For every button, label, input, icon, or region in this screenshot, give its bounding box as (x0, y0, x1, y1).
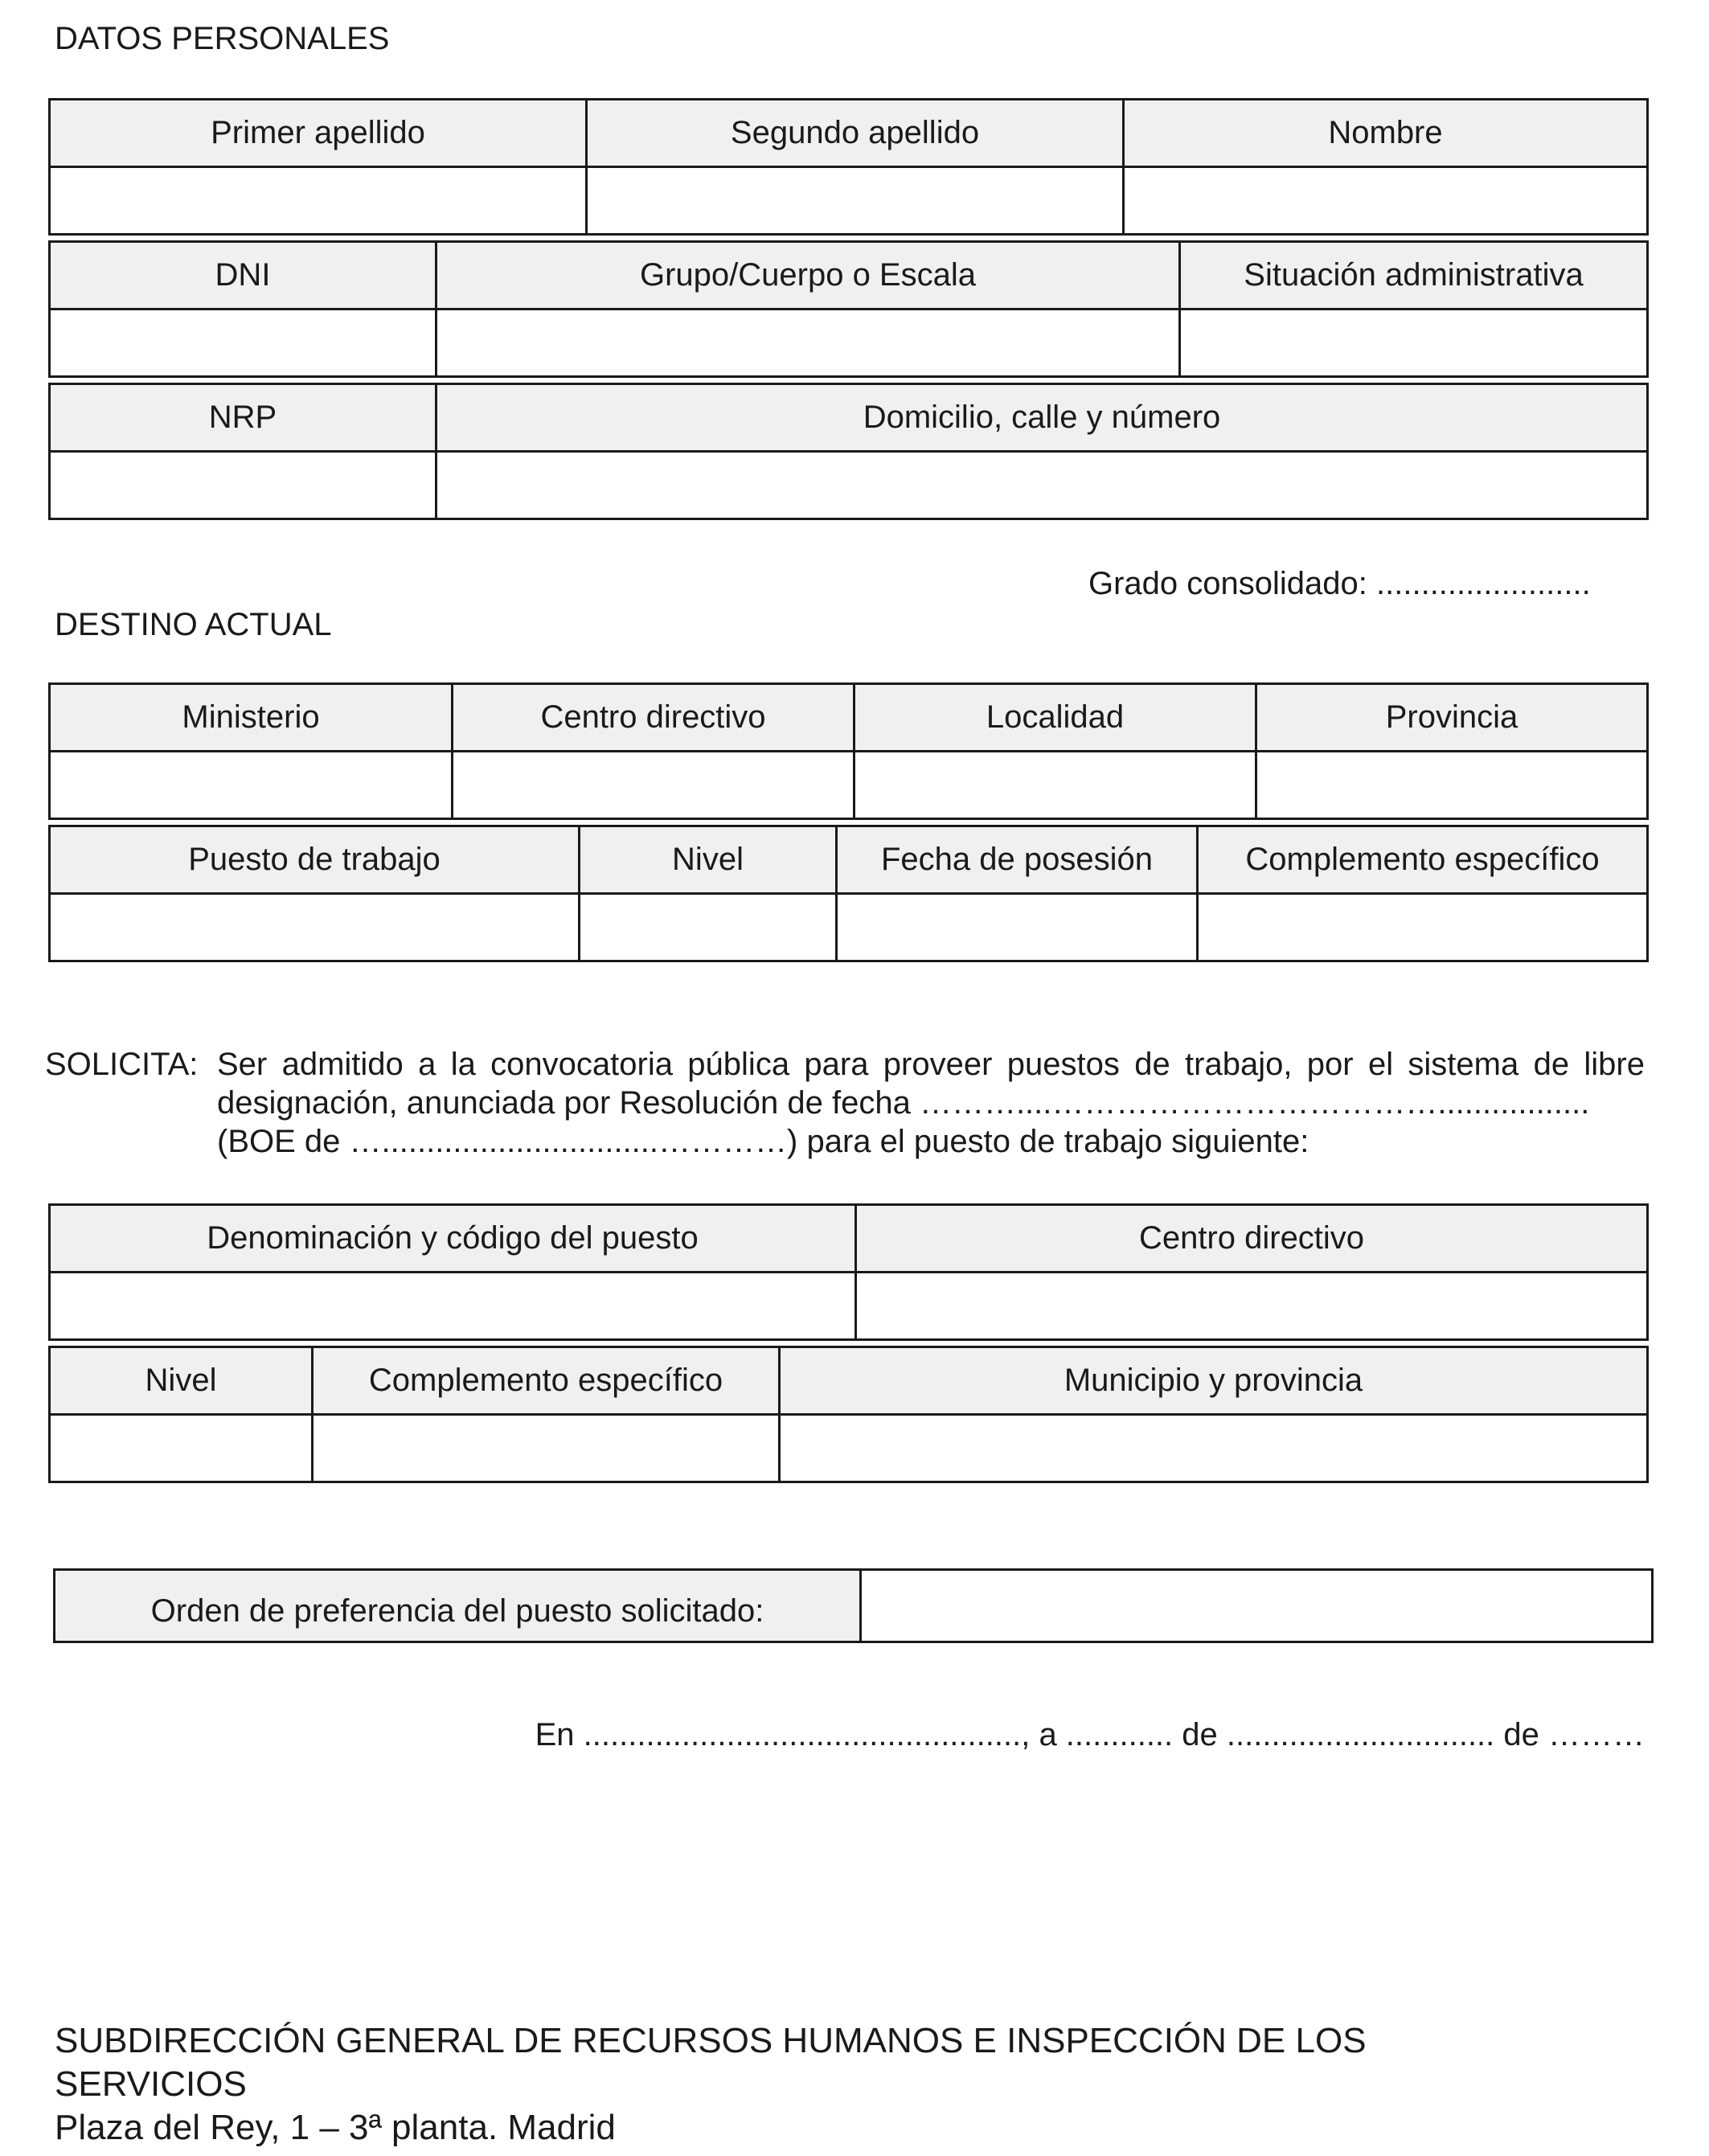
solicitado-nivel-label: Nivel (50, 1347, 313, 1415)
dni-field[interactable] (50, 309, 436, 377)
destino-table-row1 (48, 682, 1649, 820)
solicitado-centro-directivo-field[interactable] (856, 1273, 1648, 1340)
puesto-trabajo-field[interactable] (50, 894, 580, 961)
dni-label: DNI (50, 242, 436, 309)
municipio-provincia-field[interactable] (780, 1415, 1648, 1482)
primer-apellido-label: Primer apellido (50, 100, 587, 167)
orden-preferencia-label: Orden de preferencia del puesto solicitado: (55, 1570, 861, 1642)
nombre-field[interactable] (1124, 167, 1648, 235)
solicitado-complemento-field[interactable] (313, 1415, 780, 1482)
orden-preferencia-table (53, 1568, 1654, 1643)
centro-directivo-label: Centro directivo (453, 684, 854, 752)
personal-data-table-row3 (48, 383, 1649, 520)
fecha-posesion-field[interactable] (837, 894, 1198, 961)
footer-address (55, 2019, 1582, 2150)
complemento-especifico-label: Complemento específico (1198, 826, 1648, 894)
nombre-label: Nombre (1124, 100, 1648, 167)
footer-line-3: Plaza del Rey, 1 – 3ª planta. Madrid (55, 2108, 616, 2147)
personal-data-table-row2 (48, 240, 1649, 378)
complemento-especifico-field[interactable] (1198, 894, 1648, 961)
footer-line-2: SERVICIOS (55, 2064, 247, 2104)
provincia-label: Provincia (1256, 684, 1648, 752)
destino-table-row2 (48, 825, 1649, 962)
denominacion-field[interactable] (50, 1273, 856, 1340)
personal-data-table-row1 (48, 98, 1649, 236)
solicitado-nivel-field[interactable] (50, 1415, 313, 1482)
municipio-provincia-label: Municipio y provincia (780, 1347, 1648, 1415)
puesto-trabajo-label: Puesto de trabajo (50, 826, 580, 894)
denominacion-label: Denominación y código del puesto (50, 1205, 856, 1273)
situacion-label: Situación administrativa (1180, 242, 1648, 309)
solicitado-complemento-label: Complemento específico (313, 1347, 780, 1415)
provincia-field[interactable] (1256, 752, 1648, 819)
situacion-field[interactable] (1180, 309, 1648, 377)
primer-apellido-field[interactable] (50, 167, 587, 235)
section-title-datos-personales: DATOS PERSONALES (55, 21, 390, 56)
orden-preferencia-field[interactable] (861, 1570, 1653, 1642)
grupo-label: Grupo/Cuerpo o Escala (436, 242, 1180, 309)
solicitado-centro-directivo-label: Centro directivo (856, 1205, 1648, 1273)
fecha-lugar-line: En ................................................., a ............ de .............................. de ……… (535, 1717, 1645, 1752)
centro-directivo-field[interactable] (453, 752, 854, 819)
solicita-label: SOLICITA: (45, 1047, 199, 1082)
puesto-solicitado-table-row2 (48, 1346, 1649, 1483)
solicita-text (217, 1045, 1645, 1161)
footer-line-1: SUBDIRECCIÓN GENERAL DE RECURSOS HUMANOS E INSPECCIÓN DE LOS (55, 2021, 1367, 2060)
segundo-apellido-label: Segundo apellido (587, 100, 1124, 167)
section-title-destino-actual: DESTINO ACTUAL (55, 607, 332, 642)
localidad-field[interactable] (854, 752, 1256, 819)
segundo-apellido-field[interactable] (587, 167, 1124, 235)
ministerio-field[interactable] (50, 752, 453, 819)
solicita-line-3: (BOE de …...............................…………) para el puesto de trabajo siguiente: (217, 1124, 1309, 1159)
nrp-label: NRP (50, 384, 436, 452)
domicilio-field[interactable] (436, 452, 1648, 519)
nivel-label: Nivel (580, 826, 837, 894)
nivel-field[interactable] (580, 894, 837, 961)
solicita-line-1: Ser admitido a la convocatoria pública para proveer puestos de trabajo, por el sistema de libre (217, 1047, 1645, 1082)
ministerio-label: Ministerio (50, 684, 453, 752)
grado-consolidado: Grado consolidado: ........................ (1088, 566, 1591, 601)
puesto-solicitado-table-row1 (48, 1203, 1649, 1341)
localidad-label: Localidad (854, 684, 1256, 752)
grupo-field[interactable] (436, 309, 1180, 377)
fecha-posesion-label: Fecha de posesión (837, 826, 1198, 894)
domicilio-label: Domicilio, calle y número (436, 384, 1648, 452)
solicita-line-2: designación, anunciada por Resolución de fecha ………....………………………………................. (217, 1085, 1590, 1121)
nrp-field[interactable] (50, 452, 436, 519)
